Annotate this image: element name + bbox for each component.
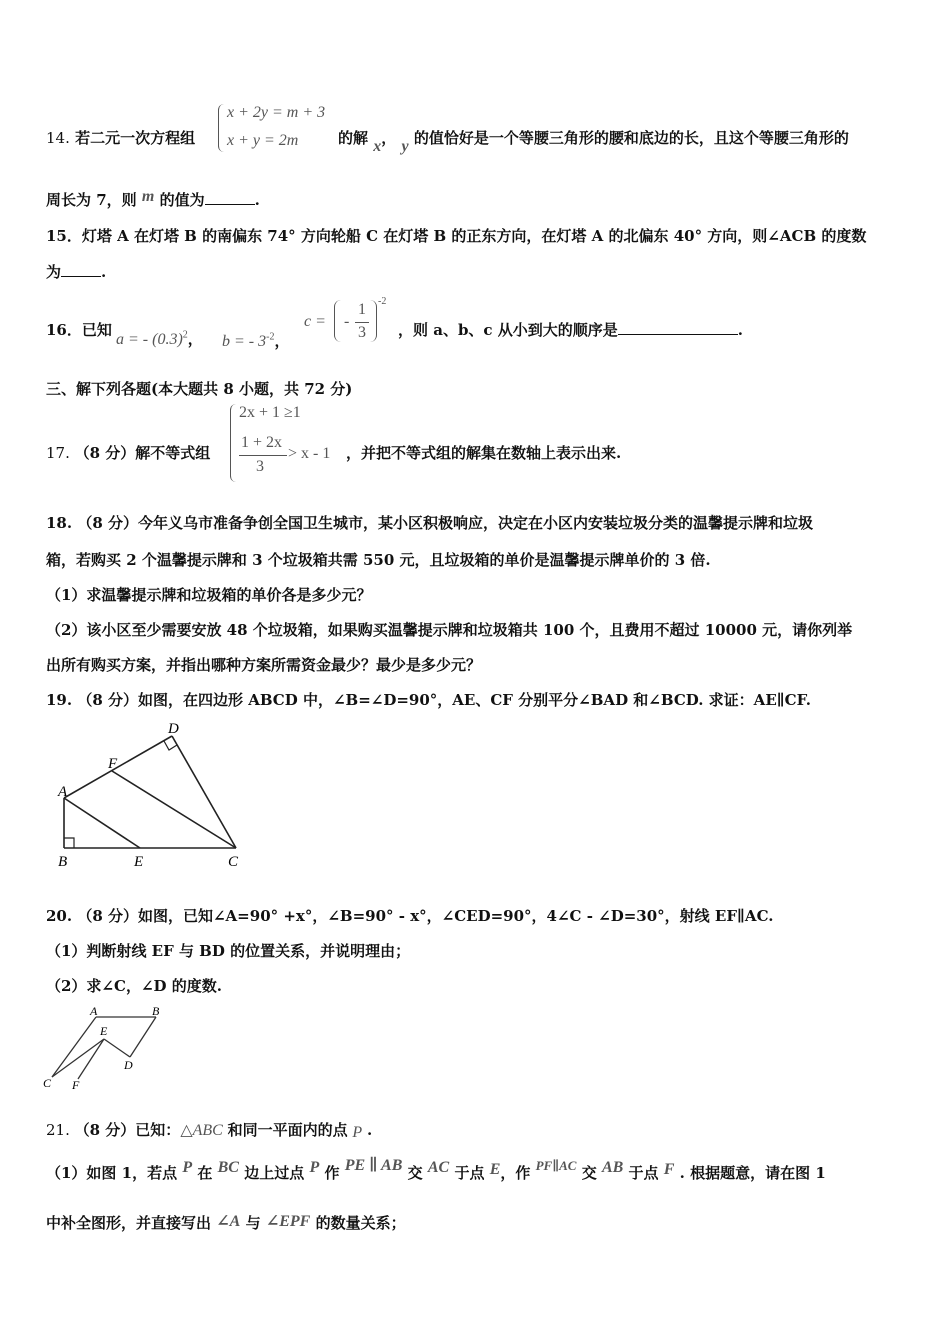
q17-frac-num: 1 + 2x xyxy=(241,434,283,451)
label-F: F xyxy=(72,1078,80,1092)
text: . xyxy=(366,1121,373,1139)
q14-line1 xyxy=(46,128,195,148)
seg-ac: AC xyxy=(427,1159,450,1176)
q18-sub2a: （2）该小区至少需要安放 48 个垃圾箱，如果购买温馨提示牌和垃圾箱共 100 个，且费用不超过 10000 元，请你列举 xyxy=(46,621,853,639)
q16-post xyxy=(398,320,743,340)
expr-a: a = - (0.3) xyxy=(116,331,183,348)
q17-ineq2-rhs: > x - 1 xyxy=(288,445,331,462)
label-C: C xyxy=(43,1076,52,1090)
text: . xyxy=(737,321,744,339)
q14-line1-right xyxy=(338,128,849,155)
q17-ineq1: 2x + 1 ≥1 xyxy=(239,404,301,421)
q18-line2: 箱，若购买 2 个温馨提示牌和 3 个垃圾箱共需 550 元，且垃圾箱的单价是温馨提示牌单价的 3 倍. xyxy=(46,551,711,569)
label-A: A xyxy=(58,784,68,800)
seg-ab: AB xyxy=(601,1159,624,1176)
pe-parallel-ab: PE ∥ AB xyxy=(344,1157,403,1174)
text: ，作 xyxy=(500,1164,531,1182)
label-D: D xyxy=(124,1058,133,1072)
text: 的数量关系； xyxy=(315,1214,406,1232)
answer-blank[interactable] xyxy=(618,320,738,335)
text: . xyxy=(254,191,260,209)
q19-line1: 19. （8 分）如图，在四边形 ABCD 中，∠B=∠D=90°，AE、CF 分别平分∠BAD 和∠BCD. 求证：AE∥CF. xyxy=(46,691,811,709)
text: ，则 a、b、c 从小到大的顺序是 xyxy=(398,321,618,339)
point-p: P xyxy=(182,1159,193,1176)
text: 的解 xyxy=(338,129,369,147)
q18-sub1: （1）求温馨提示牌和垃圾箱的单价各是多少元？ xyxy=(46,586,372,604)
text: 周长为 7，则 xyxy=(46,191,137,209)
text: ， xyxy=(274,332,290,350)
section-title: 三、解下列各题(本大题共 8 小题，共 72 分) xyxy=(46,380,353,398)
text: 的值恰好是一个等腰三角形的腰和底边的长，且这个等腰三角形的 xyxy=(413,129,849,147)
text: 为 xyxy=(46,263,62,281)
text: ， xyxy=(381,129,397,147)
q21-sub1-line2 xyxy=(46,1213,406,1234)
q16-a-expr xyxy=(116,328,203,349)
label-F: F xyxy=(108,756,118,772)
q21-line1 xyxy=(46,1120,372,1141)
label-B: B xyxy=(152,1004,160,1018)
text: 于点 xyxy=(454,1164,485,1182)
triangle-abc: △ABC xyxy=(180,1122,223,1139)
text: 交 xyxy=(581,1164,597,1182)
point-f: F xyxy=(663,1161,675,1178)
text: 若二元一次方程组 xyxy=(75,129,196,147)
text: （8 分）已知： xyxy=(74,1121,181,1139)
text: （8 分）解不等式组 xyxy=(74,444,211,462)
text: 16．已知 xyxy=(46,321,112,339)
q20-figure xyxy=(40,1003,170,1095)
q18-sub2b: 出所有购买方案，并指出哪种方案所需资金最少？最少是多少元？ xyxy=(46,656,482,674)
brace xyxy=(230,404,237,482)
q18-line1: 18. （8 分）今年义乌市准备争创全国卫生城市，某小区积极响应，决定在小区内安装垃圾分类的温馨提示牌和垃圾 xyxy=(46,514,813,532)
question-number: 14. xyxy=(46,129,70,147)
brace xyxy=(218,104,225,152)
q19-figure xyxy=(50,716,250,872)
answer-blank[interactable] xyxy=(205,190,255,205)
text: 作 xyxy=(324,1164,340,1182)
q20-sub2: （2）求∠C，∠D 的度数. xyxy=(46,977,222,995)
question-number: 17. xyxy=(46,444,70,462)
paren-right xyxy=(370,300,377,342)
text: （1）如图 1，若点 xyxy=(46,1164,178,1182)
q17-system xyxy=(230,402,350,486)
text: 于点 xyxy=(628,1164,659,1182)
q14-system xyxy=(218,102,338,156)
text: 在 xyxy=(197,1164,213,1182)
q16-b-expr xyxy=(222,330,289,351)
point-p: P xyxy=(352,1124,363,1141)
text: 中补全图形，并直接写出 xyxy=(46,1214,212,1232)
var-x: x xyxy=(373,138,382,155)
label-A: A xyxy=(90,1004,98,1018)
expr-c-lhs: c = xyxy=(304,313,326,330)
label-E: E xyxy=(100,1024,108,1038)
q15-line2 xyxy=(46,262,106,282)
minus: - xyxy=(344,313,350,330)
text: 的值为 xyxy=(159,191,205,209)
q17-post: ，并把不等式组的解集在数轴上表示出来. xyxy=(346,444,622,462)
label-D: D xyxy=(168,721,179,737)
exponent: 2 xyxy=(182,329,188,341)
q20-sub1: （1）判断射线 EF 与 BD 的位置关系，并说明理由； xyxy=(46,942,411,960)
frac-bar xyxy=(239,455,287,456)
q17-frac-den: 3 xyxy=(256,458,264,475)
paren-left xyxy=(334,300,341,342)
frac-bar xyxy=(355,322,369,323)
point-e: E xyxy=(489,1161,501,1178)
question-number: 21. xyxy=(46,1121,70,1139)
text: . 根据题意，请在图 1 xyxy=(679,1164,826,1182)
q16-line xyxy=(46,320,112,340)
q15-line1: 15．灯塔 A 在灯塔 B 的南偏东 74° 方向轮船 C 在灯塔 B 的正东方向，在灯塔 A 的北偏东 40° 方向，则∠ACB 的度数 xyxy=(46,227,867,245)
exponent: -2 xyxy=(378,296,387,307)
text: 边上过点 xyxy=(244,1164,305,1182)
exponent: -2 xyxy=(266,331,275,343)
q17-line xyxy=(46,443,210,463)
answer-blank[interactable] xyxy=(61,262,101,277)
frac-num: 1 xyxy=(358,301,366,318)
frac-den: 3 xyxy=(358,324,366,341)
expr-b: b = - 3 xyxy=(222,333,267,350)
q21-sub1-line1 xyxy=(46,1157,826,1184)
q16-c-expr xyxy=(304,296,396,348)
text: 和同一平面内的点 xyxy=(227,1121,348,1139)
text: ， xyxy=(187,330,203,348)
text: 交 xyxy=(407,1164,423,1182)
var-m: m xyxy=(141,188,155,205)
q14-eq2: x + y = 2m xyxy=(227,132,299,149)
seg-bc: BC xyxy=(217,1159,239,1176)
label-E: E xyxy=(134,854,144,870)
label-C: C xyxy=(228,854,239,870)
q20-line1: 20. （8 分）如图，已知∠A=90° +x°，∠B=90° - x°，∠CED=90°，4∠C - ∠D=30°，射线 EF∥AC. xyxy=(46,907,774,925)
label-B: B xyxy=(58,854,68,870)
point-p: P xyxy=(309,1159,320,1176)
q14-line2 xyxy=(46,190,260,211)
text: 与 xyxy=(245,1214,261,1232)
angle-a: ∠A xyxy=(216,1213,241,1230)
angle-epf: ∠EPF xyxy=(265,1213,311,1230)
pf-parallel-ac: PF∥AC xyxy=(535,1158,577,1173)
q14-eq1: x + 2y = m + 3 xyxy=(227,104,326,121)
text: . xyxy=(101,263,107,281)
var-y: y xyxy=(401,138,409,155)
